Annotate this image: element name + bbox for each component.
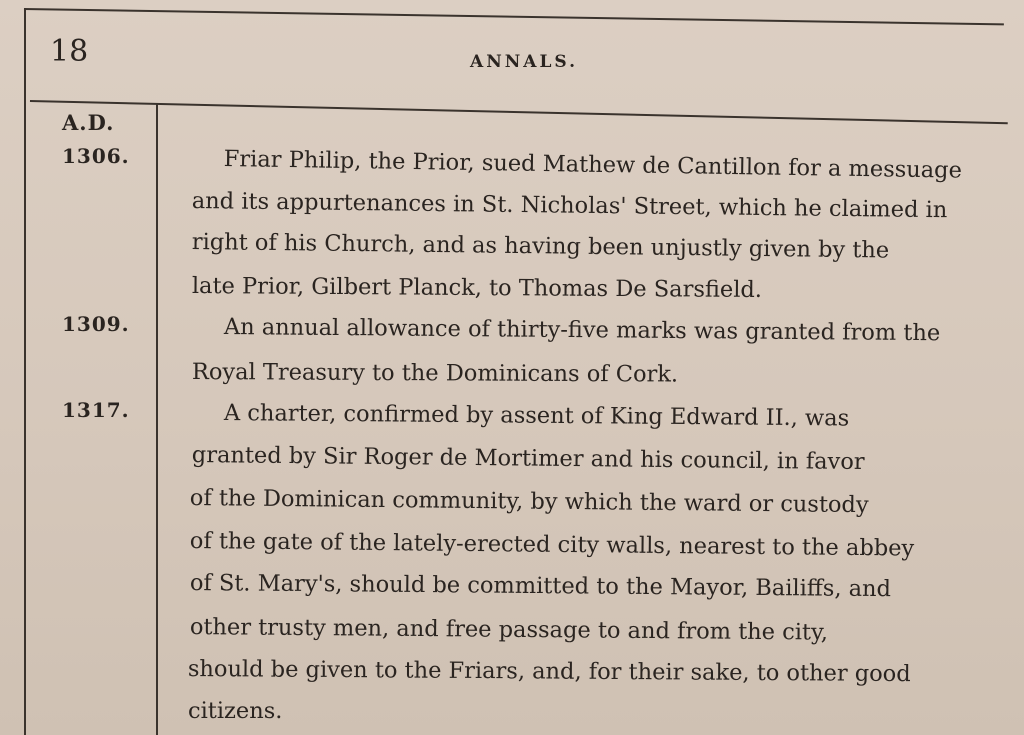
entry-text-line: and its appurtenances in St. Nicholas' Street, which he claimed in [191,188,948,224]
header-separator-rule [30,100,1008,124]
entry-text-line: of St. Mary's, should be committed to the Mayor, Bailiffs, and [189,570,892,603]
entry-text-line: A charter, confirmed by assent of King Edward II., was [223,400,850,432]
entry-text-line: other trusty men, and free passage to and from the city, [189,614,829,646]
entry-text-line: late Prior, Gilbert Planck, to Thomas De Sarsfield. [191,273,763,303]
entry-text-line: should be given to the Friars, and, for their sake, to other good [187,656,911,688]
year-column-divider [156,104,158,735]
page-frame-left-rule [24,8,26,735]
page-number: 18 [50,34,89,69]
entry-text-line: granted by Sir Roger de Mortimer and his council, in favor [191,442,865,476]
entry-text-line: of the Dominican community, by which the ward or custody [189,485,869,519]
page-frame-top-rule [24,8,1004,25]
entry-text-line: Royal Treasury to the Dominicans of Cork. [191,359,679,388]
entry-year-1317: 1317. [62,398,130,422]
entry-text-line: right of his Church, and as having been unjustly given by the [191,229,890,264]
entry-text-line: citizens. [188,698,283,724]
entry-text-line: of the gate of the lately-erected city walls, nearest to the abbey [189,528,915,562]
entry-year-1309: 1309. [62,312,130,336]
entry-text-line: An annual allowance of thirty-five marks was granted from the [223,314,941,347]
running-head: ANNALS. [470,52,579,72]
entry-text-line: Friar Philip, the Prior, sued Mathew de Cantillon for a messuage [223,146,963,184]
year-column-label: A.D. [62,110,115,135]
entry-year-1306: 1306. [62,144,130,168]
